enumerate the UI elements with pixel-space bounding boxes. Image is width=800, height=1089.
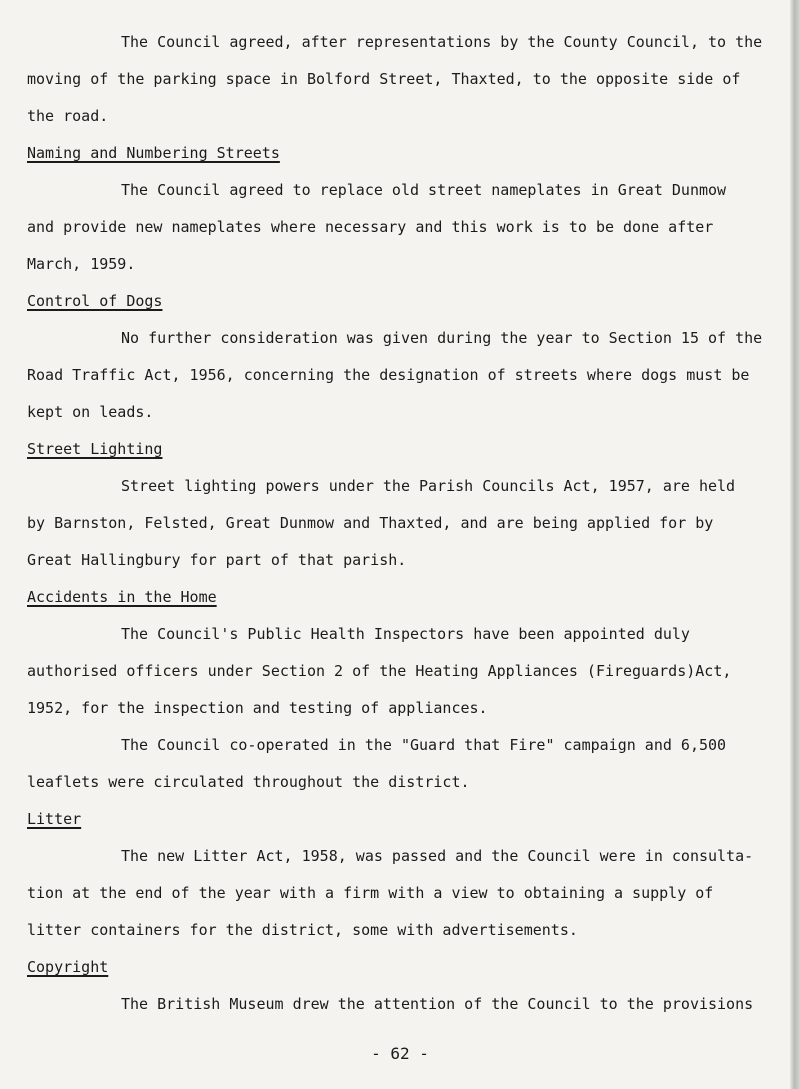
section-heading-copyright: [27, 949, 787, 986]
text-line: The Council co-operated in the "Guard that Fire" campaign and 6,500: [121, 736, 727, 754]
heading-text: Copyright: [27, 958, 109, 976]
heading-text: Accidents in the Home: [27, 588, 217, 606]
heading-text: Naming and Numbering Streets: [27, 144, 280, 162]
section-heading-litter: [27, 801, 787, 838]
section-heading-accidents-in-home: [27, 579, 787, 616]
text-line: No further consideration was given during the year to Section 15 of the: [121, 329, 763, 347]
text-line: moving of the parking space in Bolford Street, Thaxted, to the opposite side of: [27, 70, 741, 88]
document-body: [27, 24, 787, 1023]
text-line: leaflets were circulated throughout the district.: [27, 773, 470, 791]
text-line: The new Litter Act, 1958, was passed and the Council were in consulta-: [121, 847, 754, 865]
text-line: Great Hallingbury for part of that parish.: [27, 551, 407, 569]
text-line: 1952, for the inspection and testing of appliances.: [27, 699, 488, 717]
section-heading-naming-streets: [27, 135, 787, 172]
section-heading-control-of-dogs: [27, 283, 787, 320]
text-line: Road Traffic Act, 1956, concerning the designation of streets where dogs must be: [27, 366, 750, 384]
heading-text: Litter: [27, 810, 82, 828]
heading-text: Street Lighting: [27, 440, 163, 458]
text-line: by Barnston, Felsted, Great Dunmow and Thaxted, and are being applied for by: [27, 514, 714, 532]
page-number: - 62 -: [371, 1044, 429, 1063]
text-line: March, 1959.: [27, 255, 136, 273]
text-line: The Council's Public Health Inspectors have been appointed duly: [121, 625, 690, 643]
text-line: and provide new nameplates where necessary and this work is to be done after: [27, 218, 714, 236]
text-line: kept on leads.: [27, 403, 154, 421]
text-line: tion at the end of the year with a firm with a view to obtaining a supply of: [27, 884, 714, 902]
text-line: litter containers for the district, some with advertisements.: [27, 921, 578, 939]
text-line: Street lighting powers under the Parish Councils Act, 1957, are held: [121, 477, 736, 495]
text-line: the road.: [27, 107, 109, 125]
section-heading-street-lighting: [27, 431, 787, 468]
page-edge-shadow: [790, 0, 800, 1089]
text-line: The Council agreed, after representations by the County Council, to the: [121, 33, 763, 51]
text-line: authorised officers under Section 2 of the Heating Appliances (Fireguards)Act,: [27, 662, 732, 680]
heading-text: Control of Dogs: [27, 292, 163, 310]
text-line: The Council agreed to replace old street nameplates in Great Dunmow: [121, 181, 727, 199]
text-line: The British Museum drew the attention of the Council to the provisions: [121, 995, 754, 1013]
